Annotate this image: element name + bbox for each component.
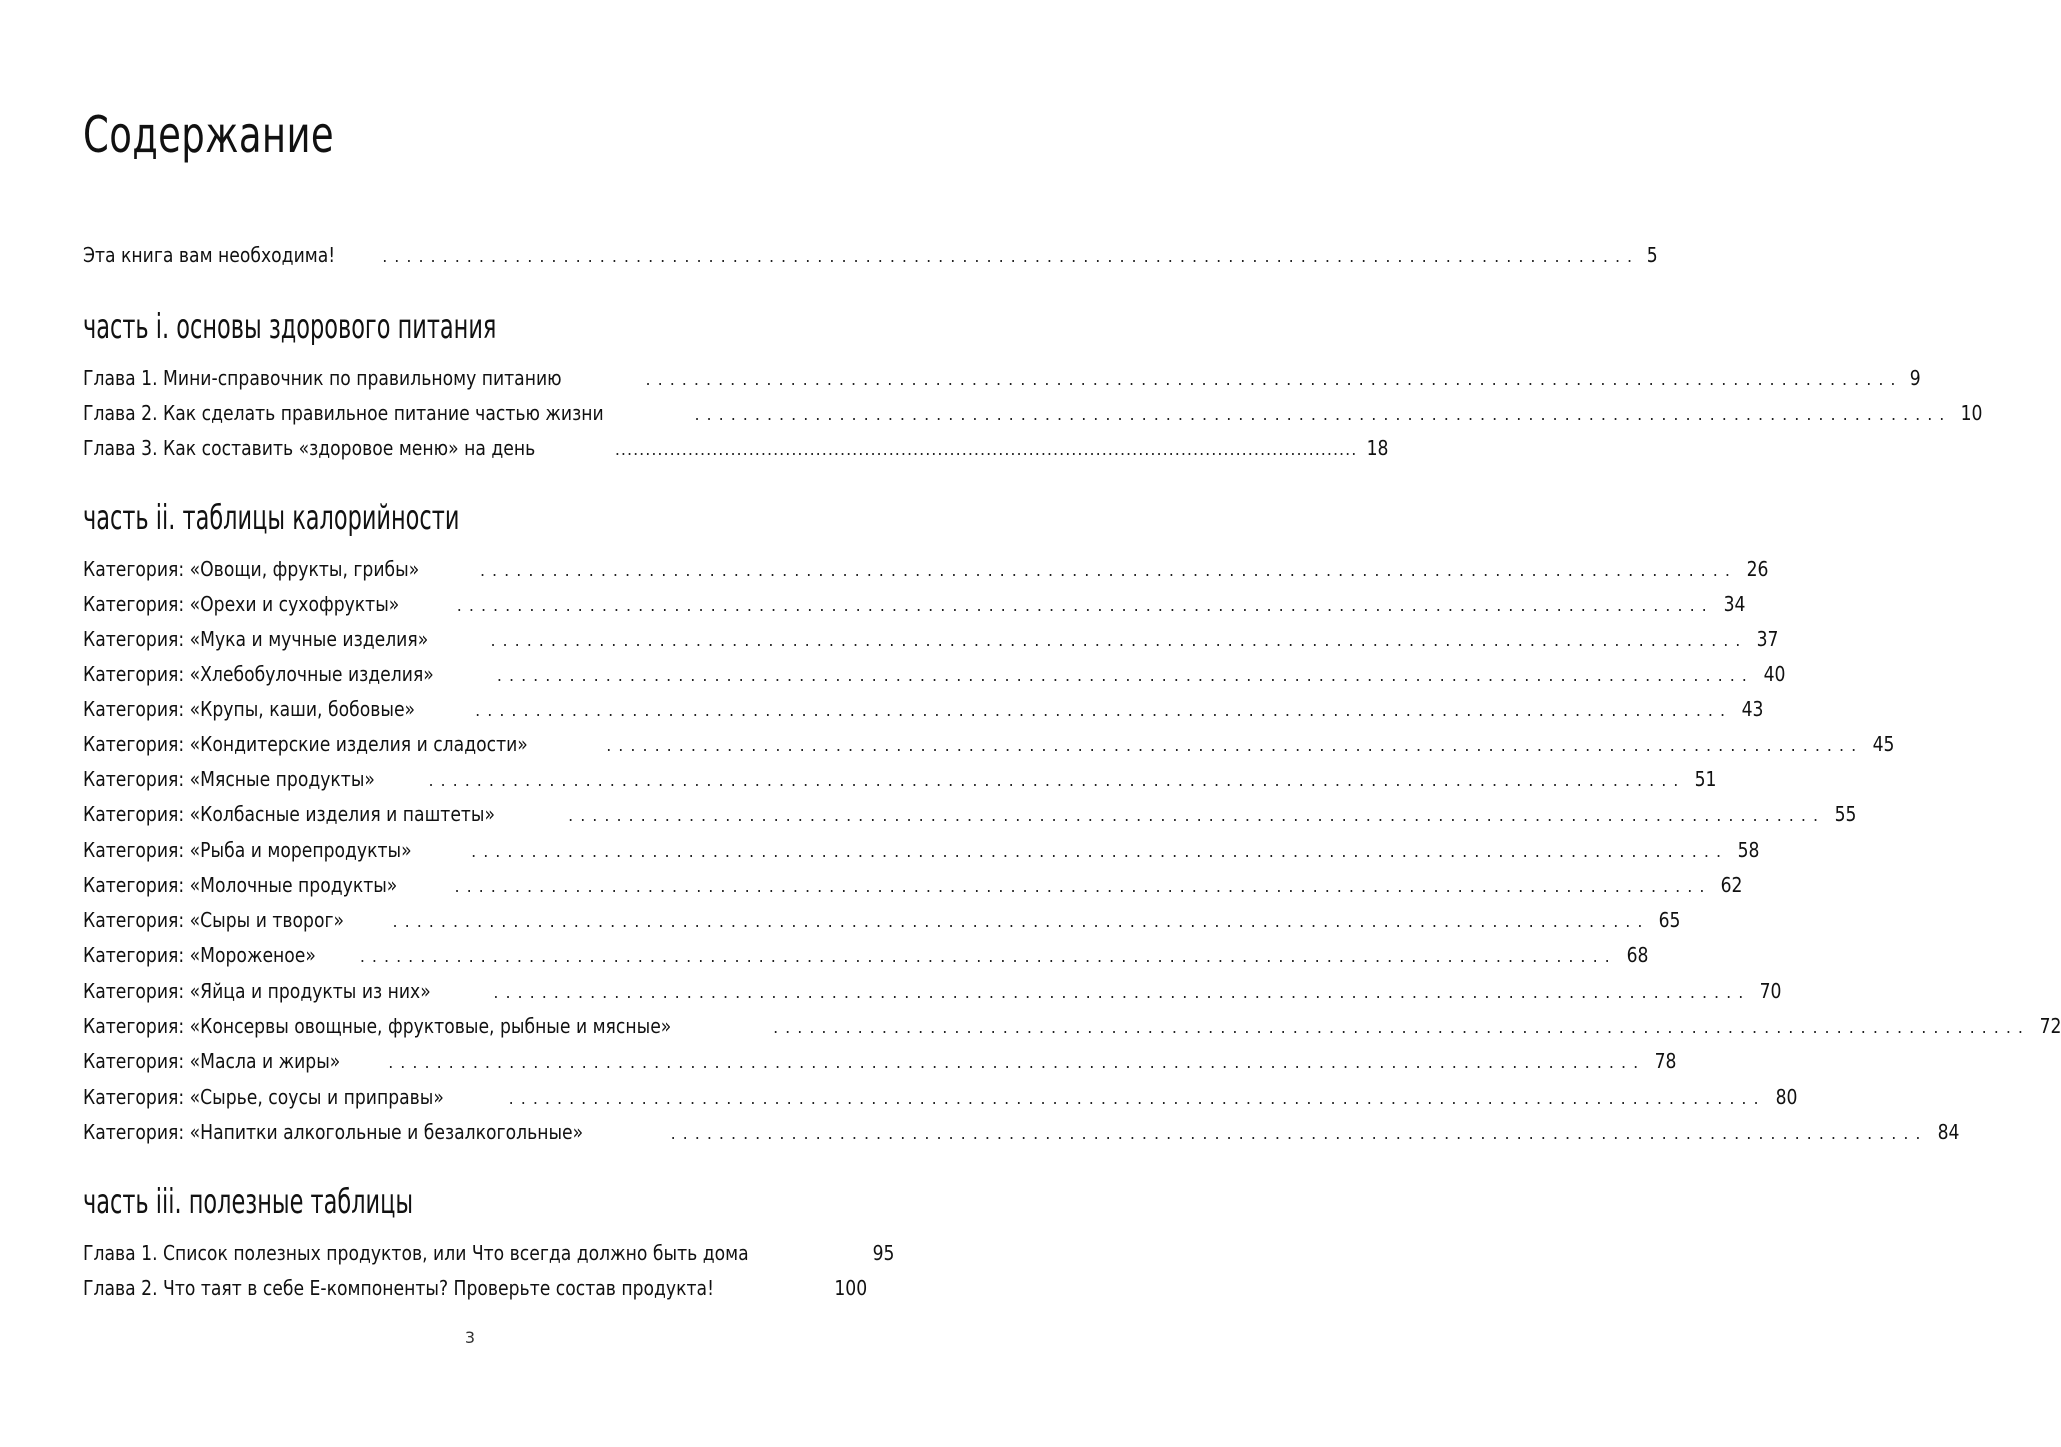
toc-entry-page: 72 bbox=[2039, 1014, 2061, 1038]
toc-entry-label: Категория: «Орехи и сухофрукты» bbox=[83, 592, 400, 616]
dot-leader: ........................................................................................................ bbox=[479, 561, 1737, 580]
toc-entry-page: 51 bbox=[1694, 767, 1717, 791]
dot-leader: ........................................................................................................ bbox=[773, 1018, 2030, 1037]
toc-entry-label: Категория: «Молочные продукты» bbox=[83, 873, 398, 897]
part-heading-1: часть i. основы здорового питания bbox=[83, 307, 497, 347]
dot-leader: ........................................................................................................ bbox=[670, 1124, 1928, 1143]
toc-entry-page: 55 bbox=[1834, 802, 1857, 826]
toc-entry-page: 95 bbox=[872, 1241, 895, 1265]
page-number: 3 bbox=[464, 1328, 476, 1347]
dot-leader: ........................................................................................................ bbox=[475, 701, 1733, 720]
toc-entry-label: Категория: «Яйца и продукты из них» bbox=[83, 979, 431, 1003]
toc-entry-label: Глава 3. Как составить «здоровое меню» на день bbox=[83, 436, 536, 460]
toc-entry[interactable] bbox=[83, 1236, 895, 1271]
toc-entry-label: Глава 2. Что таят в себе Е-компоненты? Проверьте состав продукта! bbox=[83, 1276, 714, 1300]
dot-leader: ........................................................................................................ bbox=[388, 1053, 1646, 1072]
toc-entry-page: 58 bbox=[1737, 838, 1760, 862]
toc-entry[interactable] bbox=[83, 361, 1922, 396]
toc-entry[interactable] bbox=[83, 396, 1983, 431]
toc-entry-page: 84 bbox=[1937, 1120, 1959, 1144]
toc-entry-label: Категория: «Кондитерские изделия и сладости» bbox=[83, 732, 528, 756]
dot-leader: ........................................................................................................ bbox=[490, 631, 1748, 650]
toc-entry-label: Глава 1. Список полезных продуктов, или Что всегда должно быть дома bbox=[83, 1241, 749, 1265]
toc-entry-label: Категория: «Масла и жиры» bbox=[83, 1049, 341, 1073]
dot-leader: ........................................................................................................ bbox=[568, 806, 1826, 825]
toc-entry[interactable] bbox=[83, 657, 1786, 692]
dot-leader: .......................................................................................................................... bbox=[614, 440, 1358, 459]
toc-entry-label: Категория: «Овощи, фрукты, грибы» bbox=[83, 557, 420, 581]
dot-leader: ........................................................................................................ bbox=[471, 842, 1729, 861]
toc-entry[interactable] bbox=[83, 1044, 1677, 1079]
dot-leader: ........................................................................................................ bbox=[493, 983, 1751, 1002]
toc-entry[interactable] bbox=[83, 587, 1746, 622]
toc-entry-label: Категория: «Напитки алкогольные и безалкогольные» bbox=[83, 1120, 584, 1144]
toc-entry-page: 18 bbox=[1366, 436, 1389, 460]
toc-entry-page: 10 bbox=[1960, 401, 1983, 425]
toc-entry[interactable] bbox=[83, 727, 1895, 762]
toc-entry-page: 80 bbox=[1775, 1085, 1798, 1109]
toc-entry-page: 9 bbox=[1910, 366, 1922, 390]
page-title: Содержание bbox=[83, 106, 335, 164]
toc-entry[interactable] bbox=[83, 692, 1764, 727]
toc-entry-intro[interactable] bbox=[83, 238, 1658, 273]
toc-entry[interactable] bbox=[83, 938, 1649, 973]
toc-entry-page: 26 bbox=[1746, 557, 1769, 581]
toc-entry-label: Глава 2. Как сделать правильное питание частью жизни bbox=[83, 401, 604, 425]
toc-entry[interactable] bbox=[83, 974, 1782, 1009]
dot-leader: ........................................................................................................ bbox=[606, 736, 1864, 755]
dot-leader: ........................................................................................................ bbox=[454, 877, 1712, 896]
toc-entry[interactable] bbox=[83, 1115, 1959, 1150]
toc-entry-page: 37 bbox=[1756, 627, 1779, 651]
dot-leader: ........................................................................................................ bbox=[359, 947, 1617, 966]
toc-entry-page: 68 bbox=[1626, 943, 1649, 967]
toc-entry-page: 100 bbox=[834, 1276, 867, 1300]
toc-entry[interactable] bbox=[83, 1271, 867, 1306]
toc-entry[interactable] bbox=[83, 552, 1769, 587]
toc-entry[interactable] bbox=[83, 903, 1681, 938]
dot-leader: ........................................................................................................ bbox=[645, 370, 1903, 389]
toc-entry[interactable] bbox=[83, 833, 1760, 868]
toc-entry-page: 43 bbox=[1741, 697, 1764, 721]
toc-entry-page: 34 bbox=[1723, 592, 1746, 616]
toc-entry-label: Категория: «Колбасные изделия и паштеты» bbox=[83, 802, 496, 826]
toc-entry-label: Категория: «Сырье, соусы и приправы» bbox=[83, 1085, 444, 1109]
toc-entry-page: 70 bbox=[1759, 979, 1782, 1003]
dot-leader: ........................................................................................................ bbox=[382, 247, 1640, 266]
toc-entry-label: Категория: «Крупы, каши, бобовые» bbox=[83, 697, 416, 721]
toc-entry[interactable] bbox=[83, 1009, 2061, 1044]
toc-entry-label: Категория: «Консервы овощные, фруктовые, рыбные и мясные» bbox=[83, 1014, 672, 1038]
toc-entry-page: 78 bbox=[1654, 1049, 1677, 1073]
dot-leader: ........................................................................................................ bbox=[508, 1089, 1766, 1108]
toc-entry[interactable] bbox=[83, 868, 1743, 903]
toc-entry-page: 65 bbox=[1659, 908, 1681, 932]
toc-entry-page: 45 bbox=[1872, 732, 1895, 756]
toc-entry[interactable] bbox=[83, 797, 1857, 832]
dot-leader: ........................................................................................................ bbox=[496, 666, 1754, 685]
toc-entry[interactable] bbox=[83, 762, 1717, 797]
toc-entry-label: Категория: «Хлебобулочные изделия» bbox=[83, 662, 434, 686]
dot-leader: ........................................................................................................ bbox=[694, 405, 1952, 424]
part-heading-2: часть ii. таблицы калорийности bbox=[83, 498, 460, 538]
toc-entry-label: Категория: «Мороженое» bbox=[83, 943, 316, 967]
toc-entry[interactable] bbox=[83, 431, 1389, 466]
toc-entry-page: 62 bbox=[1721, 873, 1743, 897]
toc-entry-label: Эта книга вам необходима! bbox=[83, 243, 336, 267]
dot-leader: ........................................................................................................ bbox=[456, 596, 1714, 615]
toc-entry-label: Категория: «Мука и мучные изделия» bbox=[83, 627, 429, 651]
dot-leader: ........................................................................................................ bbox=[428, 771, 1686, 790]
toc-entry-label: Категория: «Сыры и творог» bbox=[83, 908, 345, 932]
toc-entry-label: Категория: «Рыба и морепродукты» bbox=[83, 838, 412, 862]
dot-leader: ........................................................................................................ bbox=[392, 912, 1650, 931]
part-heading-3: часть iii. полезные таблицы bbox=[83, 1182, 414, 1222]
toc-entry[interactable] bbox=[83, 1080, 1798, 1115]
toc-entry-label: Глава 1. Мини-справочник по правильному питанию bbox=[83, 366, 562, 390]
toc-entry[interactable] bbox=[83, 622, 1779, 657]
toc-entry-label: Категория: «Мясные продукты» bbox=[83, 767, 375, 791]
toc-entry-page: 5 bbox=[1646, 243, 1658, 267]
toc-entry-page: 40 bbox=[1763, 662, 1786, 686]
